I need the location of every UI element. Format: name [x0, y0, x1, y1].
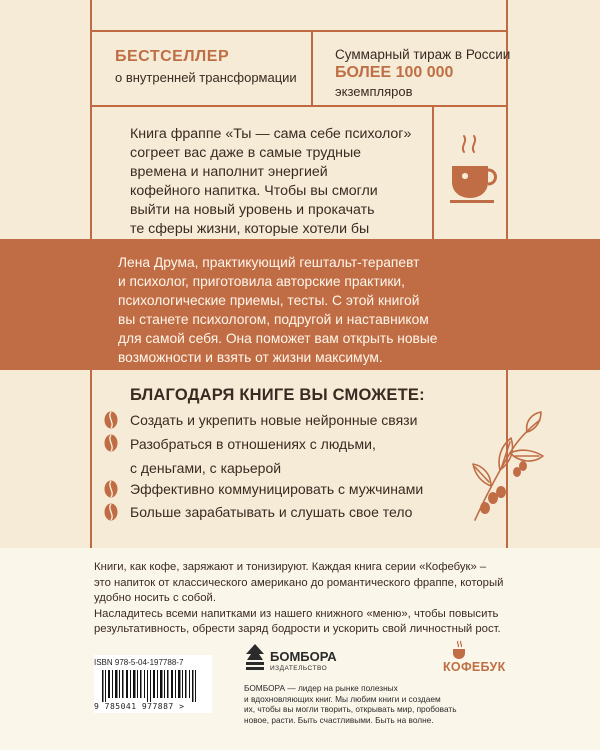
benefit-text: Разобраться в отношениях с людьми, с деньгами, с карьерой — [130, 436, 376, 476]
publisher-subtitle: ИЗДАТЕЛЬСТВО — [270, 665, 328, 672]
frame-cup-divider-line — [432, 105, 434, 239]
benefit-text: Эффективно коммуницировать с мужчинами — [130, 481, 424, 497]
benefit-item — [104, 501, 464, 523]
series-brand-logo: КОФЕБУК — [443, 660, 506, 674]
barcode-graphic — [94, 670, 212, 702]
bestseller-block — [115, 48, 305, 85]
benefit-item — [104, 432, 464, 480]
publisher-description: БОМБОРА — лидер на рынке полезных и вдохновляющих книг. Мы любим книги и создаем их, чтобы вы могли творить, открывать мир, пробовать новое, расти. Быть счастливыми. Быть на волне. — [244, 683, 457, 725]
circulation-line3: экземпляров — [335, 84, 413, 99]
coffee-bean-icon — [104, 434, 118, 452]
isbn-label: ISBN 978-5-04-197788-7 — [94, 658, 184, 667]
coffee-bean-icon — [104, 411, 118, 429]
bombora-logo-icon — [244, 642, 266, 672]
coffee-bean-icon — [104, 503, 118, 521]
frame-divider-line — [90, 105, 508, 107]
coffee-cup-icon — [450, 130, 502, 210]
barcode-number: 9 785041 977887 > — [94, 702, 185, 711]
coffee-bean-icon — [104, 480, 118, 498]
isbn-barcode — [94, 655, 212, 713]
benefit-text: Больше зарабатывать и слушать свое тело — [130, 504, 413, 520]
series-description: Книги, как кофе, заряжают и тонизируют. Каждая книга серии «Кофебук» – это напиток от классического американо до романтического фраппе, который удобно носить с собой. Насладитесь всеми напитками из нашего книжного «меню», чтобы повысить результативность, обрести заряд бодрости и ускорить свой личностный рост. — [94, 561, 504, 635]
benefit-item — [104, 478, 464, 500]
publisher-name: БОМБОРА — [270, 649, 337, 664]
bestseller-headline: БЕСТСЕЛЛЕР — [115, 48, 230, 65]
circulation-line1: Суммарный тираж в России — [335, 47, 511, 62]
bestseller-subline: о внутренней трансформации — [115, 70, 297, 85]
benefits-title: БЛАГОДАРЯ КНИГЕ ВЫ СМОЖЕТЕ: — [130, 386, 425, 404]
frame-top-line — [90, 30, 508, 32]
circulation-line2: БОЛЕЕ 100 000 — [335, 64, 454, 81]
frame-top-middle-line — [311, 30, 313, 107]
circulation-block — [335, 47, 535, 99]
kofebuk-cup-icon — [452, 640, 468, 660]
coffee-branch-illustration — [455, 408, 550, 528]
benefit-item — [104, 409, 464, 431]
author-text: Лена Друма, практикующий гештальт-терапевт и психолог, приготовила авторские практики, психологические приемы, тесты. С этой книгой вы станете психологом, подругой и наставником для самой себя. Она поможет вам открыть новые возможности и взять от жизни максимум. — [118, 255, 438, 365]
benefit-text: Создать и укрепить новые нейронные связи — [130, 412, 418, 428]
intro-text: Книга фраппе «Ты — сама себе психолог» согреет вас даже в самые трудные времена и наполнит энергией кофейного напитка. Чтобы вы смогли выйти на новый уровень и прокачать те сферы жизни, которые хотели бы — [130, 126, 412, 237]
